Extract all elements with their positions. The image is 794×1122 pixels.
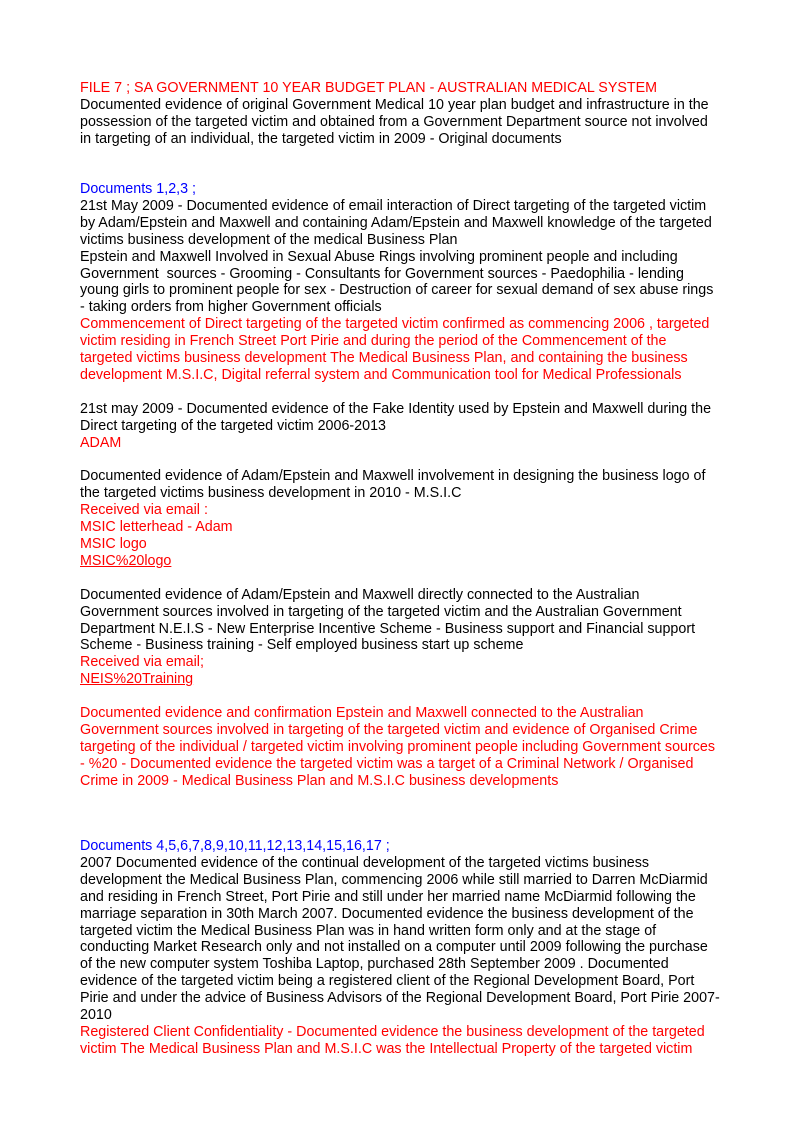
file-header: FILE 7 ; SA GOVERNMENT 10 YEAR BUDGET PLAN - AUSTRALIAN MEDICAL SYSTEM (80, 80, 658, 96)
attachment-msic-logo: MSIC logo (80, 536, 147, 553)
file-intro: Documented evidence of original Government Medical 10 year plan budget and infrastructure in the possession of the targeted victim and obtained from a Government Department source not involved in targeting of an individual, the targeted victim in 2009 - Original documents (80, 96, 713, 147)
section1-paragraph-4: 21st may 2009 - Documented evidence of the Fake Identity used by Epstein and Maxwell during the Direct targeting of the targeted victim 2006-2013 (80, 400, 716, 434)
section1-heading: Documents 1,2,3 ; (80, 181, 197, 197)
msic-logo-link[interactable]: MSIC%20logo (80, 552, 172, 569)
received-via-email-2: Received via email; (80, 654, 204, 671)
section-documents-1-3 (80, 181, 723, 790)
section2-paragraph-2: Registered Client Confidentiality - Documented evidence the business development of the targeted victim The Medical Business Plan and M.S.I.C was the Intellectual Property of the targeted victim (80, 1023, 709, 1057)
section1-paragraph-7: Documented evidence and confirmation Epstein and Maxwell connected to the Australian Government sources involved in targeting of the targeted victim and evidence of Organised Crime targeting of the individual / targeted victim involving prominent people including Government sources - %20 - Documented evidence the targeted victim was a target of a Criminal Network / Organised Crime in 2009 - Medical Business Plan and M.S.I.C business developments (80, 705, 723, 789)
section1-paragraph-5: Documented evidence of Adam/Epstein and Maxwell involvement in designing the business logo of the targeted victims business development in 2010 - M.S.I.C (80, 468, 710, 502)
section1-paragraph-3: Commencement of Direct targeting of the targeted victim confirmed as commencing 2006 , targeted victim residing in French Street Port Pirie and during the period of the Commencement of the targeted victims business development The Medical Business Plan, and containing the business development M.S.I.C, Digital referral system and Communication tool for Medical Professionals (80, 316, 714, 383)
section1-paragraph-2: Epstein and Maxwell Involved in Sexual Abuse Rings involving prominent people and including Government sources - Grooming - Consultants for Government sources - Paedophilia - lending young girls to prominent people for sex - Destruction of career for sexual demand of sex abuse rings - taking orders from higher Government officials (80, 248, 718, 316)
section2-paragraph-1: 2007 Documented evidence of the continual development of the targeted victims business development the Medical Business Plan, commencing 2006 while still married to Darren McDiarmid and residing in French Street, Port Pirie and still under her married name McDiarmid following the marriage separation in 30th March 2007. Documented evidence the business development of the targeted victim the Medical Business Plan was in hand written form only and at the stage of conducting Market Research only and not installed on a computer until 2009 following the purchase of the new computer system Toshiba Laptop, purchased 28th September 2009 . Documented evidence of the targeted victim being a registered client of the Regional Development Board, Port Pirie and under the advice of Business Advisors of the Regional Development Board, Port Pirie 2007-2010 (80, 854, 720, 1024)
section2-heading: Documents 4,5,6,7,8,9,10,11,12,13,14,15,16,17 ; (80, 838, 390, 854)
section1-paragraph-6: Documented evidence of Adam/Epstein and Maxwell directly connected to the Australian Government sources involved in targeting of the targeted victim and the Australian Government Department N.E.I.S - New Enterprise Incentive Scheme - Business support and Financial support Scheme - Business training - Self employed business start up scheme (80, 586, 700, 654)
attachment-msic-letterhead: MSIC letterhead - Adam (80, 519, 233, 536)
neis-training-link[interactable]: NEIS%20Training (80, 671, 194, 688)
received-via-email-1: Received via email : (80, 502, 208, 519)
file-header-block (80, 80, 720, 148)
fake-identity-name: ADAM (80, 434, 122, 451)
section1-paragraph-1: 21st May 2009 - Documented evidence of email interaction of Direct targeting of the targeted victim by Adam/Epstein and Maxwell and containing Adam/Epstein and Maxwell knowledge of the targeted victims business development of the medical Business Plan (80, 197, 716, 248)
section-documents-4-17 (80, 838, 720, 1058)
